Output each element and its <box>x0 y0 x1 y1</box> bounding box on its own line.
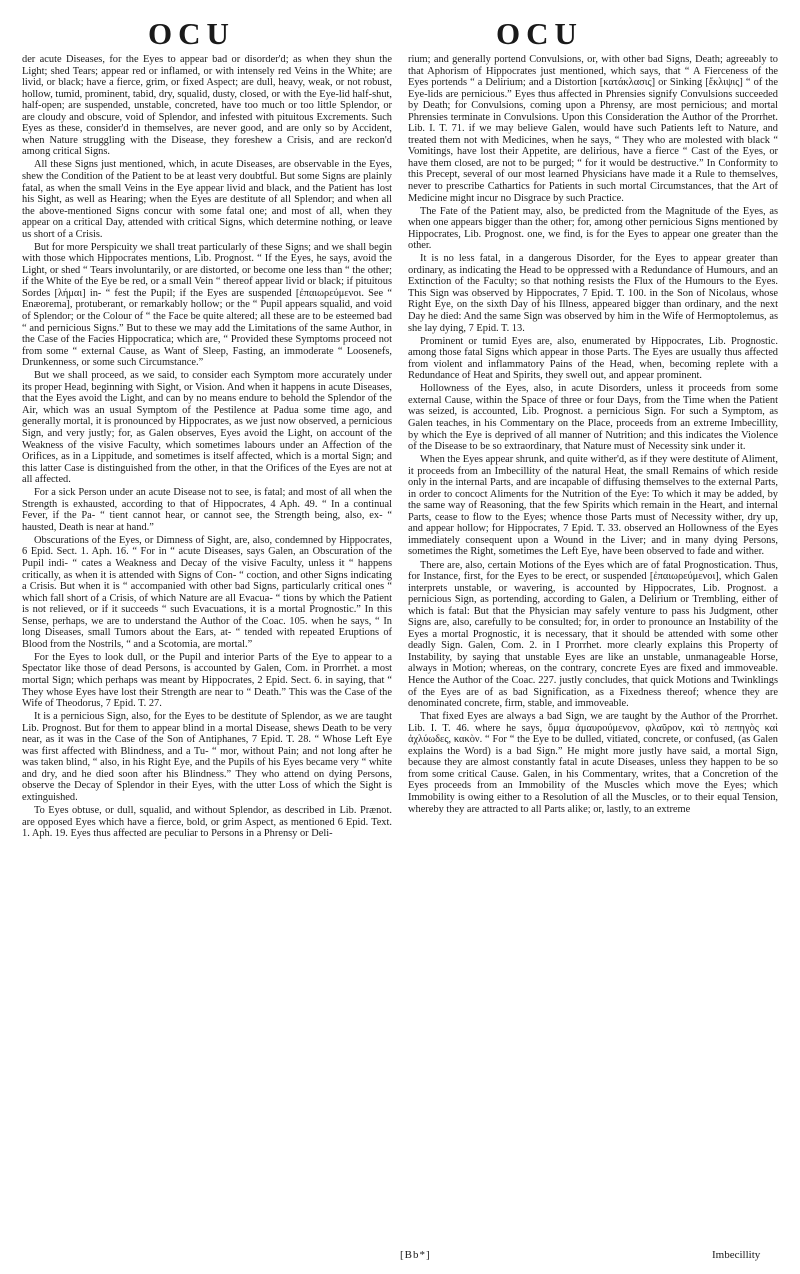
paragraph: All these Signs just mentioned, which, in acute Diseases, are observable in the Eyes, shew the Condition of the Patient to be at least very doubtful. But some Signs are plainly fatal, as when the small Veins in the Eye appear livid and black, and the Patient has lost his Sight, as well as Hearing; when the Eyes are destitute of all Splendor; and when all the above-mentioned Signs concur with some fatal one; and most of all, when they appear on a critical Day, attended with critical Signs, which determine nothing, or leave us short of a Crisis. <box>22 159 392 240</box>
paragraph: The Fate of the Patient may, also, be predicted from the Magnitude of the Eyes, as when one appears bigger than the other; for, among other pernicious Signs mentioned by Hippocrates, Lib. Prognost. one, we find, is for the Eyes to appear one greater than the other. <box>408 205 778 252</box>
signature-mark: [Bb*] <box>400 1249 431 1261</box>
right-column <box>408 54 778 817</box>
paragraph: When the Eyes appear shrunk, and quite wither'd, as if they were destitute of Aliment, it proceeds from an Imbecillity of the natural Heat, the small Remains of which reside only in the internal Parts, and are incapable of diffusing themselves to the external Parts, in order to concoct Aliments for the Nutrition of the Eye: To which it may be added, by the same way of Reasoning, that the few Spirits which remain in the Heart, and internal Parts, cease to flow to the Eyes; whence those Parts must of Necessity wither, dry up, and appear hollow; for Hippocrates, 7 Epid. T. 33. observed an Hollowness of the Eyes immediately consequent upon a Wound in the Liver; and in many dying Persons, sometimes the Right, sometimes the Left Eye, have been observed to fade and wither. <box>408 454 778 558</box>
left-column <box>22 54 392 841</box>
paragraph: Obscurations of the Eyes, or Dimness of Sight, are, also, condemned by Hippocrates, 6 Epid. Sect. 1. Aph. 16. “ For in “ acute Diseases, says Galen, an Obscuration of the Pupil indi- “ cates a Weakness and Decay of the visive Faculty, unless it “ happens critically, as when it is attended with Signs of Con- “ coction, and other Signs indicating a Crisis. But when it is “ accompanied with other bad Signs, particularly critical ones “ which fall short of a Crisis, of which Nature are all Evacua- “ tions by which the Patient is not relieved, or if it succeeds “ such Evacuations, it is a mortal Prognostic.” In this Sense, perhaps, we are to understand the Author of the Coac. 105. when he says, “ In long Diseases, small Tumors about the Ears, at- “ tended with repeated Eruptions of Blood from the Nostrils, “ and a Scotomia, are mortal.” <box>22 534 392 650</box>
paragraph: der acute Diseases, for the Eyes to appear bad or disorder'd; as when they shun the Light; shed Tears; appear red or inflamed, or with intensely red Veins in the White; are livid, or black; have a fierce, grim, or fixed Aspect; are dull, heavy, weak, or not robust, hollow, tumid, prominent, tabid, dry, squalid, dusty, closed, or with the Eye-lid half-shut, half-open; are suspended, unstable, concreted, have too much or too little Splendor, or are cloudy and obscure, void of Splendor, and infested with pituitous Excrements. Such Eyes as these, consider'd in themselves, are never good, and are only so by Accident, when Nature struggling with the Disease, they foreshew a Crisis, and are reckon'd among critical Signs. <box>22 54 392 158</box>
paragraph: Prominent or tumid Eyes are, also, enumerated by Hippocrates, Lib. Prognostic. among those fatal Signs which appear in those Parts. The Eyes are usually thus affected from violent and inflammatory Pains of the Head, when, becoming replete with a Redundance of Heat and Spirits, they swell out, and appear prominent. <box>408 335 778 382</box>
paragraph: That fixed Eyes are always a bad Sign, we are taught by the Author of the Prorrhet. Lib. I. T. 46. where he says, ὄμμα ἀμαυρούμενον, φλαῦρον, καὶ τὸ πεπηγὸς καὶ ἀχλύωδες, κακὸν. “ For “ the Eye to be dulled, vitiated, concrete, or confused, (as Galen explains the Word) is a bad Sign.” He might more justly have said, a mortal Sign, because they are almost constantly fatal in acute Diseases, unless they happen to be so from some critical Cause. Galen, in his Commentary, writes, that a Concretion of the Eyes proceeds from an Immobility of the Muscles which move the Eyes; which Immobility is owing either to a Resolution of all the Muscles, or to their equal Tension, whereby they are attracted to all Parts alike; or, lastly, to an extreme <box>408 711 778 815</box>
paragraph: There are, also, certain Motions of the Eyes which are of fatal Prognostication. Thus, for Instance, first, for the Eyes to be erect, or suspended [ἐπαιωρεύμενοι], which Galen interprets unstable, or wavering, is accounted by Hippocrates, Lib. Prognost. a pernicious Sign, as portending, according to Galen, a Delirium or Trembling, either of which is fatal: But that the Physician may safely venture to pass his Judgment, other Signs are, also, carefully to be consulted; for, in order to pronounce an Instability of the Eyes a mortal Prognostic, it is necessary, that it should be attended with some other deadly Sign. Galen, Com. 2. in I Prorrhet. more clearly explains this Property of Instability, by saying that unstable Eyes are like an unstable, unmanageable Horse, always in Motion; whereas, on the contrary, concrete Eyes are fixed and immoveable. Hence the Author of the Coac. 227. justly concludes, that quick Motions and Twinklings of the Eyes are of as bad Signification, as a Fixedness thereof; whence they are denominated concrete, firm, stable, and immoveable. <box>408 559 778 710</box>
paragraph: But for more Perspicuity we shall treat particularly of these Signs; and we shall begin with those which Hippocrates mentions, Lib. Prognost. “ If the Eyes, he says, avoid the Light, or shed “ Tears involuntarily, or are distorted, or become one less than “ the other; if the White of the Eye be red, or a small Vein “ thereof appear livid or black; if pituitous Sordes [λήμαι] in- “ fest the Pupil; if the Eyes are suspended [ἐπαιωρεύμενοι. See “ Enæorema], protuberant, or remarkably hollow; or the “ Pupil appears squalid, and void of Splendor; or the Colour of “ the Face be quite altered; all these are to be esteemed bad “ and pernicious Signs.” But to these we may add the Limitations of the same Author, in the Case of the Facies Hippocratica; which are, “ Provided these Symptoms proceed not from some “ external Cause, as Want of Sleep, Fasting, an immoderate “ Loosenefs, Drunkenness, or some such Circumstance.” <box>22 241 392 369</box>
paragraph: It is a pernicious Sign, also, for the Eyes to be destitute of Splendor, as we are taught Lib. Prognost. But for them to appear blind in a mortal Disease, shews Death to be very near, as it was in the Case of the Son of Antiphanes, 7 Epid. T. 28. “ Whose Left Eye was first affected with Blindness, and a Tu- “ mor, without Pain; and not long after he was taken blind, “ also, in his Right Eye, and the Pupils of his Eyes became very “ white and dry, and he died soon after his Blindness.” They who attend on dying Persons, observe the Decay of Splendor in their Eyes, with the utter Loss of which the Sight is extinguished. <box>22 711 392 803</box>
paragraph: But we shall proceed, as we said, to consider each Symptom more accurately under its proper Head, beginning with Sight, or Vision. And when it happens in acute Diseases, that the Eyes avoid the Light, and can by no means endure to behold the Splendor of the Air, which was an usual Symptom of the Pestilence at Padua some time ago, and generally mortal, it is pronounced by Hippocrates, as we just now observed, a pernicious Sign, and very justly; for, as Galen observes, Eyes avoid the Light, on account of the Weakness of the visive Faculty, which sometimes labours under an Affection of the Orifices, as in a Lippitude, and sometimes is itself affected, which is a mortal Sign; and this latter Case is distinguished from the other, in that the Orifices of the Eyes are not at all affected. <box>22 370 392 486</box>
paragraph: To Eyes obtuse, or dull, squalid, and without Splendor, as described in Lib. Prænot. are opposed Eyes which have a fierce, bold, or grim Aspect, as mentioned 6 Epid. Text. 1. Aph. 19. Eyes thus affected are peculiar to Persons in a Phrensy or Deli- <box>22 805 392 840</box>
paragraph: For a sick Person under an acute Disease not to see, is fatal; and most of all when the Strength is exhausted, according to that of Hippocrates, 4 Aph. 49. “ In a continual Fever, if the Pa- “ tient cannot hear, or cannot see, the Strength being, also, ex- “ hausted, Death is near at hand.” <box>22 487 392 533</box>
running-headword-right: OCU <box>496 16 583 51</box>
paragraph: It is no less fatal, in a dangerous Disorder, for the Eyes to appear greater than ordinary, as indicating the Head to be oppressed with a Redundance of Humours, and an Extinction of the Faculty; so that nothing resists the Flux of the Humours to the Eyes. This Sign was observed by Hippocrates, 7 Epid. T. 100. in the Son of Nicolaus, whose Right Eye, on the sixth Day of his Illness, appeared bigger than ordinary, and the next Day he died: And the same Sign was observed by him in the Wife of Hermoptolemus, as she lay dying, 7 Epid. T. 13. <box>408 253 778 334</box>
running-headword-left: OCU <box>148 16 235 51</box>
paragraph: Hollowness of the Eyes, also, in acute Disorders, unless it proceeds from some external Cause, within the Space of three or four Days, from the Time when the Patient was seized, is accounted, Lib. Prognost. a pernicious Sign. For such a Symptom, as Galen teaches, in his Commentary on the Place, proceeds from an extreme Imbecillity, by which the Eye is deprived of all manner of Nutrition; and this indicates the Violence of the Disease to be so extraordinary, that Nature must of Necessity sink under it. <box>408 383 778 453</box>
paragraph: For the Eyes to look dull, or the Pupil and interior Parts of the Eye to appear to a Spectator like those of dead Persons, is accounted by Galen, Com. in Prorrhet. a most mortal Sign; which perhaps was meant by Hippocrates, 2 Epid. Sect. 6. in saying, that “ They whose Eyes have lost their Strength are near to “ Death.” This was the Case of the Wife of Theodorus, 7 Epid. T. 27. <box>22 651 392 710</box>
paragraph: rium; and generally portend Convulsions, or, with other bad Signs, Death; agreeably to that Aphorism of Hippocrates just mentioned, which says, that “ A Fierceness of the Eyes portends “ a Delirium; and a Distortion [κατάκλασις] or Sinking [ἔκλιψις] “ of the Eye-lids are pernicious.” Eyes thus affected in Phrensies signify Convulsions succeeded by Death; for Convulsions, coming upon a Phrensy, are most pernicious; and mortal Phrensies terminate in Convulsions. Upon this Consideration the Author of the Prorrhet. Lib. I. T. 71. if we may believe Galen, would have such Patients left to Nature, and treated them not with Medicines, when he says, “ They who are molested with black “ Vomitings, have lost their Appetite, are delirious, have a fierce “ Cast of the Eyes, or have them closed, are not to be purged; “ for it would be destructive.” In Conformity to this Precept, several of our most learned Physicians have made it a Rule to themselves, never to prescribe Cathartics for Patients in such mortal Circumstances, that the Art of Medicine might incur no Disgrace by such Practice. <box>408 54 778 204</box>
catchword: Imbecillity <box>712 1249 761 1261</box>
